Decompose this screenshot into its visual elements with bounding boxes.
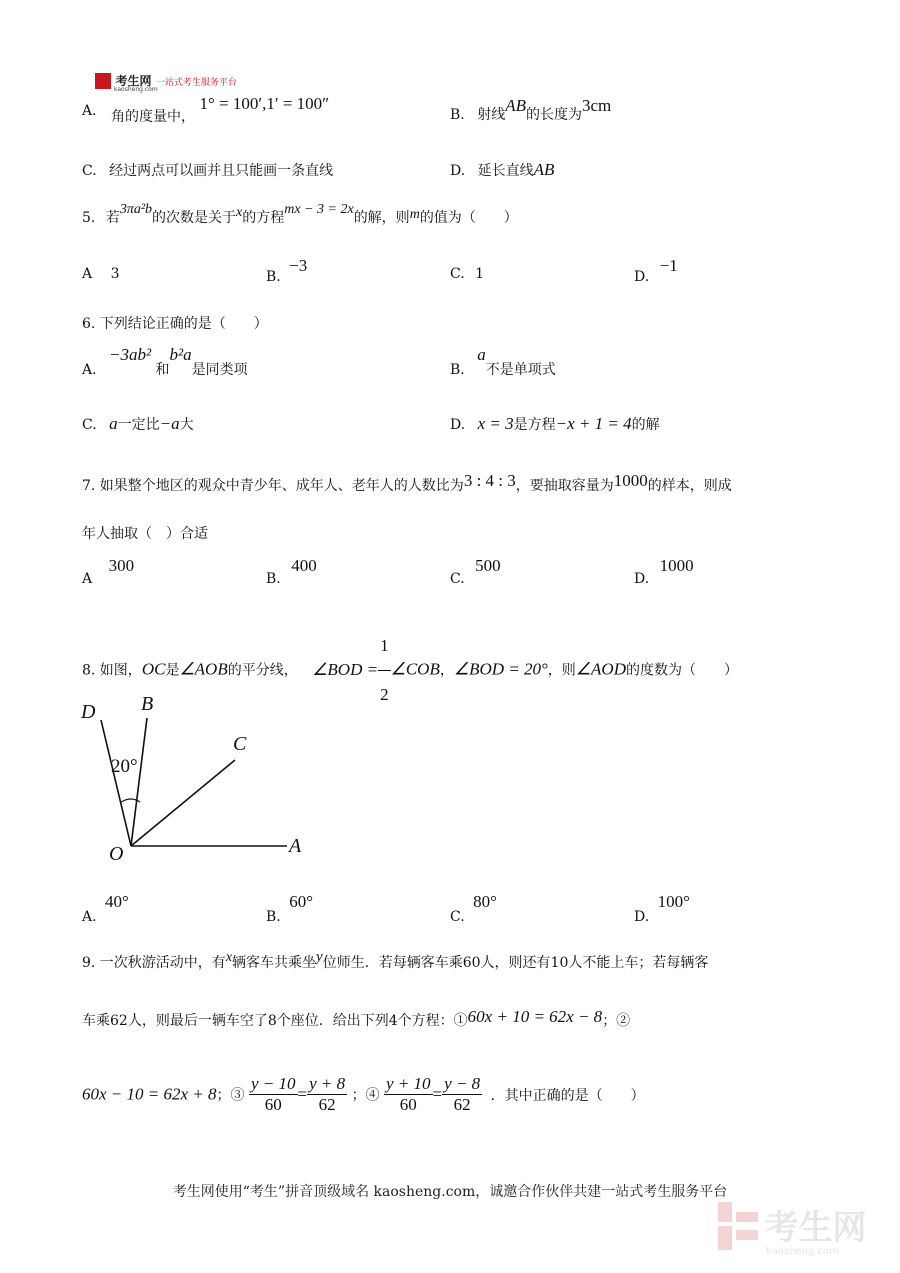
watermark-mark-icon [716,1200,760,1252]
option-text: 不是单项式 [485,362,556,378]
stem-math: ∠AOB [179,659,228,679]
stem-math: mx − 3 = 2x [284,202,354,217]
option-label: A. [82,909,97,925]
label-b: B [141,693,154,715]
option-text: 延长直线 [477,163,534,179]
label-angle-20: 20° [111,756,138,777]
q4-option-c [82,160,333,180]
stem-text: 的度数为（ ） [625,662,738,679]
q7-option-b [266,556,317,587]
option-label: B. [266,269,281,285]
stem-text: 是 [165,662,180,679]
stem-number: 60 [462,955,481,971]
option-value: 40° [105,892,129,911]
option-label: C. [82,417,97,433]
option-text: 角的度量中， [111,109,196,125]
fraction-3-left [249,1074,298,1115]
q6-option-c [82,414,194,434]
option-text: 是同类项 [191,362,248,378]
stem-text: 若 [105,210,120,226]
option-value: 300 [108,556,135,575]
fraction-numerator: y + 8 [309,1074,346,1093]
q5-stem [82,202,518,227]
stem-text: 的样本，则成 [647,478,732,494]
stem-text: 的平分线， [227,662,298,679]
q4-option-a [82,94,330,125]
option-text: 是方程 [513,417,556,433]
ray-ob [131,718,147,846]
option-math: x = 3 [477,414,514,433]
option-label: D. [450,417,466,433]
stem-text: 的方程 [242,210,285,226]
stem-text: ；④ [351,1087,380,1104]
option-value: −1 [659,256,678,275]
option-label: D. [450,163,466,179]
q6-option-b [450,345,556,378]
option-math: AB [505,96,526,115]
stem-text: 8. 如图， [82,662,142,679]
stem-math: m [409,207,420,222]
option-value: 1000 [659,556,694,575]
stem-text: ， [439,662,454,679]
equals-sign: = [432,1084,443,1104]
fraction-numerator: y + 10 [386,1074,431,1093]
option-text: 和 [155,362,170,378]
stem-math: x [225,950,233,965]
option-math: −a [159,414,180,433]
option-value: 100° [657,892,690,911]
stem-text: 人，则最后一辆车空了 [127,1013,268,1029]
option-label: A [82,571,93,587]
stem-math: ∠BOD = 20° [453,659,548,679]
stem-text: 个座位．给出下列 [276,1013,389,1029]
fraction-denominator: 60 [399,1095,417,1114]
option-value: 500 [475,556,501,575]
option-text: 经过两点可以画并且只能画一条直线 [109,163,334,179]
option-text: 的解 [631,417,660,433]
option-label: A. [82,362,97,378]
stem-text: 辆客车共乘坐 [232,955,317,971]
stem-math: ∠COB [390,659,440,679]
option-label: B. [266,909,281,925]
stem-text: 位师生．若每辆客车乘 [322,955,463,971]
equation-1: 60x + 10 = 62x − 8 [467,1007,603,1026]
q7-option-d [634,556,694,587]
option-label: B. [266,571,281,587]
q8-option-d [634,892,690,925]
fraction-3-right [307,1074,347,1115]
stem-math: y [316,949,323,965]
option-label: D. [634,909,650,925]
ray-oc [131,760,235,846]
option-math: a [109,414,118,433]
option-math: AB [533,160,555,179]
fraction-4-right [442,1074,482,1115]
option-value: 80° [473,892,497,911]
option-value: 3 [110,266,120,282]
option-text: 射线 [477,107,506,123]
q5-option-b [266,256,308,285]
stem-number: 8 [267,1013,277,1029]
stem-math: OC [141,659,166,679]
q5-option-d [634,256,678,285]
stem-text: 车乘 [82,1013,110,1029]
option-label: A. [82,103,97,119]
stem-text: 9. 一次秋游活动中，有 [82,955,226,971]
q6-option-a [82,345,248,378]
stem-text: ；② [602,1013,631,1029]
fraction-numerator: y − 8 [444,1074,481,1093]
stem-math: ∠BOD = [312,659,379,679]
header-slogan: 一站式考生服务平台 [155,78,237,88]
stem-text: ，则 [547,662,576,679]
logo-mark-icon [95,73,111,89]
option-text: 的长度为 [525,107,582,123]
footer-text: 考生网使用“考生”拼音顶级域名 kaosheng.com，诚邀合作伙伴共建一站式考生服务平台 [172,1184,728,1200]
fraction-4-left [384,1074,433,1115]
watermark-logo [716,1200,866,1257]
question-number: 5. [82,210,96,226]
option-value: 3cm [581,96,612,115]
stem-math: 3πa²b [119,202,153,217]
label-d: D [81,701,96,723]
option-label: B. [450,107,465,123]
q9-stem-line3 [82,1074,645,1115]
option-label: C. [450,571,465,587]
fraction-numerator: y − 10 [250,1074,296,1093]
stem-math: ∠AOD [575,659,626,679]
stem-text: 7. 如果整个地区的观众中青少年、成年人、老年人的人数比为 [82,478,464,494]
label-a: A [289,835,302,857]
watermark-sub: kaosheng.com [766,1246,839,1257]
stem-text: ，要抽取容量为 [515,478,614,494]
header-brand: 考生网 [115,74,152,88]
option-label: B. [450,362,465,378]
q7-option-a [82,556,135,587]
stem-number: 4 [388,1013,398,1029]
option-label: C. [450,909,465,925]
q7-stem-line1 [82,471,732,495]
option-math: a [477,345,486,364]
q8-option-b [266,892,314,925]
option-value: 400 [291,556,317,575]
stem-math: 1000 [613,471,648,490]
stem-math: x [236,205,243,220]
q6-stem: 6. 下列结论正确的是（ ） [82,316,268,332]
option-math: 1° = 100′,1′ = 100″ [199,94,330,113]
stem-math: 3 : 4 : 3 [463,471,516,490]
option-value: −3 [289,256,308,275]
option-value: 60° [289,892,314,911]
option-label: A [82,266,93,282]
fraction-half [378,622,391,719]
q8-option-c [450,892,497,925]
option-math: −3ab² [109,345,152,364]
option-value: 1 [475,266,485,282]
option-label: C. [82,163,97,179]
equals-sign: = [297,1084,308,1104]
option-label: C. [450,266,465,282]
label-o: O [109,843,124,865]
q4-option-d [450,160,554,180]
watermark-text: 考生网 [764,1208,867,1248]
equation-2: 60x − 10 = 62x + 8 [82,1084,217,1104]
q8-option-a [82,892,129,925]
stem-text: 人不能上车；若每辆客 [568,955,709,971]
stem-text: 的解，则 [353,210,410,226]
fraction-denominator: 2 [380,685,389,704]
option-text: 一定比 [117,417,160,433]
fraction-denominator: 62 [453,1095,471,1114]
fraction-numerator: 1 [378,622,391,671]
stem-text: 的值为（ ） [419,210,518,226]
q7-option-c [450,556,501,587]
option-label: D. [634,571,650,587]
q5-option-a [82,266,120,282]
ray-od [101,720,131,846]
stem-number: 10 [550,955,569,971]
stem-text: ；③ [216,1087,245,1104]
q7-stem-line2: 年人抽取（ ）合适 [82,526,208,542]
stem-text: 的次数是关于 [152,210,237,226]
angle-figure [75,690,335,870]
stem-text: 个方程：① [397,1013,468,1029]
option-math: −x + 1 = 4 [555,414,632,433]
fraction-denominator: 60 [264,1095,282,1114]
label-c: C [233,733,247,755]
option-math: b²a [169,345,192,364]
q4-option-b [450,96,612,124]
q5-option-c [450,266,484,282]
stem-text: 人，则还有 [480,955,551,971]
q6-option-d [450,414,660,434]
q9-stem-line1 [82,949,709,972]
option-label: D. [634,269,650,285]
stem-text: ．其中正确的是（ ） [490,1087,645,1104]
q9-stem-line2 [82,1007,631,1030]
header-domain: kaosheng.com [114,86,158,93]
fraction-denominator: 62 [318,1095,336,1114]
option-text: 大 [179,417,194,433]
stem-number: 62 [110,1013,128,1029]
